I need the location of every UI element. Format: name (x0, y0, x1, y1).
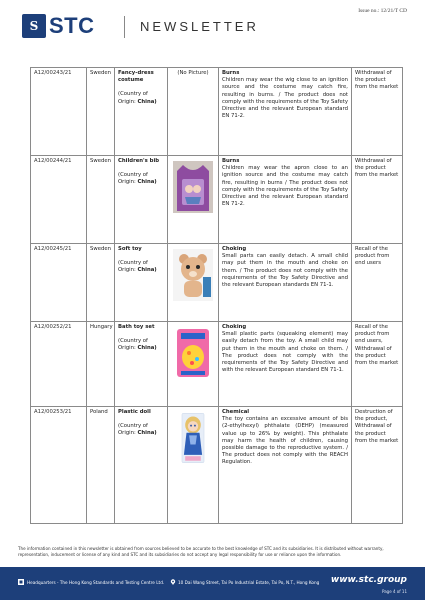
risk-cell (219, 322, 352, 407)
table-row (31, 244, 403, 322)
bib-photo-icon (173, 161, 213, 213)
no-picture-label: (No Picture) (177, 70, 209, 76)
product-cell (115, 156, 168, 244)
footer-headquarters: Headquarters - The Hong Kong Standards and Testing Centre Ltd. (18, 579, 164, 585)
risk-cell (219, 68, 352, 156)
newsletter-title: NEWSLETTER (140, 19, 259, 34)
stc-logo-mark-icon: S (22, 14, 46, 38)
measure-cell: Recall of the product from end users (352, 244, 403, 322)
ref-cell: A12/00253/21 (31, 407, 87, 524)
risk-title: Burns (222, 70, 240, 76)
table-row (31, 68, 403, 156)
picture-cell (168, 407, 219, 524)
ref-cell: A12/00243/21 (31, 68, 87, 156)
product-cell (115, 322, 168, 407)
recall-table (30, 67, 403, 524)
product-cell (115, 407, 168, 524)
risk-description: Children may wear the apron close to an ignition source and the costume may catch fire, resulting in burns / The product does not comply with the requirements of the Toy Safety Directive and the relevant European standard EN 71-2. (222, 165, 348, 208)
risk-title: Choking (222, 324, 247, 330)
origin-text: (Country of Origin: China) (118, 260, 157, 274)
risk-title: Burns (222, 158, 240, 164)
risk-cell (219, 407, 352, 524)
risk-title: Chemical (222, 409, 250, 415)
picture-cell (168, 156, 219, 244)
product-name: Plastic doll (118, 409, 151, 415)
picture-cell (168, 68, 219, 156)
measure-cell: Recall of the product from end users, Withdrawal of the product from the market (352, 322, 403, 407)
origin-text: (Country of Origin: China) (118, 172, 157, 186)
ref-cell: A12/00244/21 (31, 156, 87, 244)
origin-text: (Country of Origin: China) (118, 423, 157, 437)
risk-description: Small plastic parts (squeaking element) may easily detach from the toy. A small child may put them in the mouth and choke on them. / The product does not comply with the requirements of the Toy Safety Directive and with the relevant European standard EN 71-1. (222, 331, 348, 374)
soft-toy-photo-icon (173, 249, 213, 301)
ref-cell: A12/00245/21 (31, 244, 87, 322)
risk-description: The toy contains an excessive amount of bis (2-ethylhexyl) phthalate (DEHP) (measured value up to 26% by weight). This phthalate may harm the health of children, causing possible damage to the reproductive system. / The product does not comply with the REACH Regulation. (222, 416, 348, 466)
risk-title: Choking (222, 246, 247, 252)
measure-cell: Withdrawal of the product from the market (352, 68, 403, 156)
risk-description: Children may wear the wig close to an ignition source and the costume may catch fire, resulting in burns. / The product does not comply with the requirements of the Toy Safety Directive and the relevant European standard EN 71-2. (222, 77, 348, 120)
header-divider (124, 16, 125, 38)
stc-logo (22, 14, 108, 38)
origin-text: (Country of Origin: China) (118, 91, 157, 105)
table-row (31, 156, 403, 244)
product-cell (115, 244, 168, 322)
picture-cell (168, 322, 219, 407)
product-name: Bath toy set (118, 324, 155, 330)
location-pin-icon (170, 579, 176, 585)
footer-address: 10 Dai Wang Street, Tai Po Industrial Estate, Tai Po, N.T., Hong Kong (170, 579, 319, 585)
product-name: Children's bib (118, 158, 160, 164)
country-cell: Sweden (87, 156, 115, 244)
disclaimer: The information contained in this newsletter is obtained from sources believed to be accurate to the best knowledge of STC and its subsidiaries. It is distributed without warranty, representation, inducement or license of any kind and STC and its subsidiaries do not accept any legal responsibility for use or reliance upon the information. (18, 546, 384, 557)
country-cell: Sweden (87, 244, 115, 322)
ref-cell: A12/00252/21 (31, 322, 87, 407)
country-cell: Hungary (87, 322, 115, 407)
product-name: Fancy-dress costume (118, 70, 154, 84)
website-link[interactable]: www.stc.group (330, 575, 407, 585)
measure-cell: Destruction of the product, Withdrawal of the product from the market (352, 407, 403, 524)
risk-cell (219, 244, 352, 322)
risk-description: Small parts can easily detach. A small child may put them in the mouth and choke on them. / The product does not comply with the requirements of the Toy Safety Directive and the relevant European standards EN 71-1. (222, 253, 348, 289)
page-footer (0, 567, 425, 600)
stc-mark-icon (18, 579, 24, 585)
country-cell: Poland (87, 407, 115, 524)
risk-cell (219, 156, 352, 244)
page-number: Page 4 of 11 (382, 589, 407, 594)
table-row (31, 322, 403, 407)
country-cell: Sweden (87, 68, 115, 156)
product-cell (115, 68, 168, 156)
measure-cell: Withdrawal of the product from the market (352, 156, 403, 244)
product-name: Soft toy (118, 246, 142, 252)
origin-text: (Country of Origin: China) (118, 338, 157, 352)
logo-text: STC (49, 13, 95, 38)
bath-toy-photo-icon (173, 327, 213, 379)
issue-number: Issue no.: 12/21/T CD (358, 8, 407, 14)
picture-cell (168, 244, 219, 322)
page-header (0, 0, 425, 55)
doll-photo-icon (173, 412, 213, 464)
table-row (31, 407, 403, 524)
